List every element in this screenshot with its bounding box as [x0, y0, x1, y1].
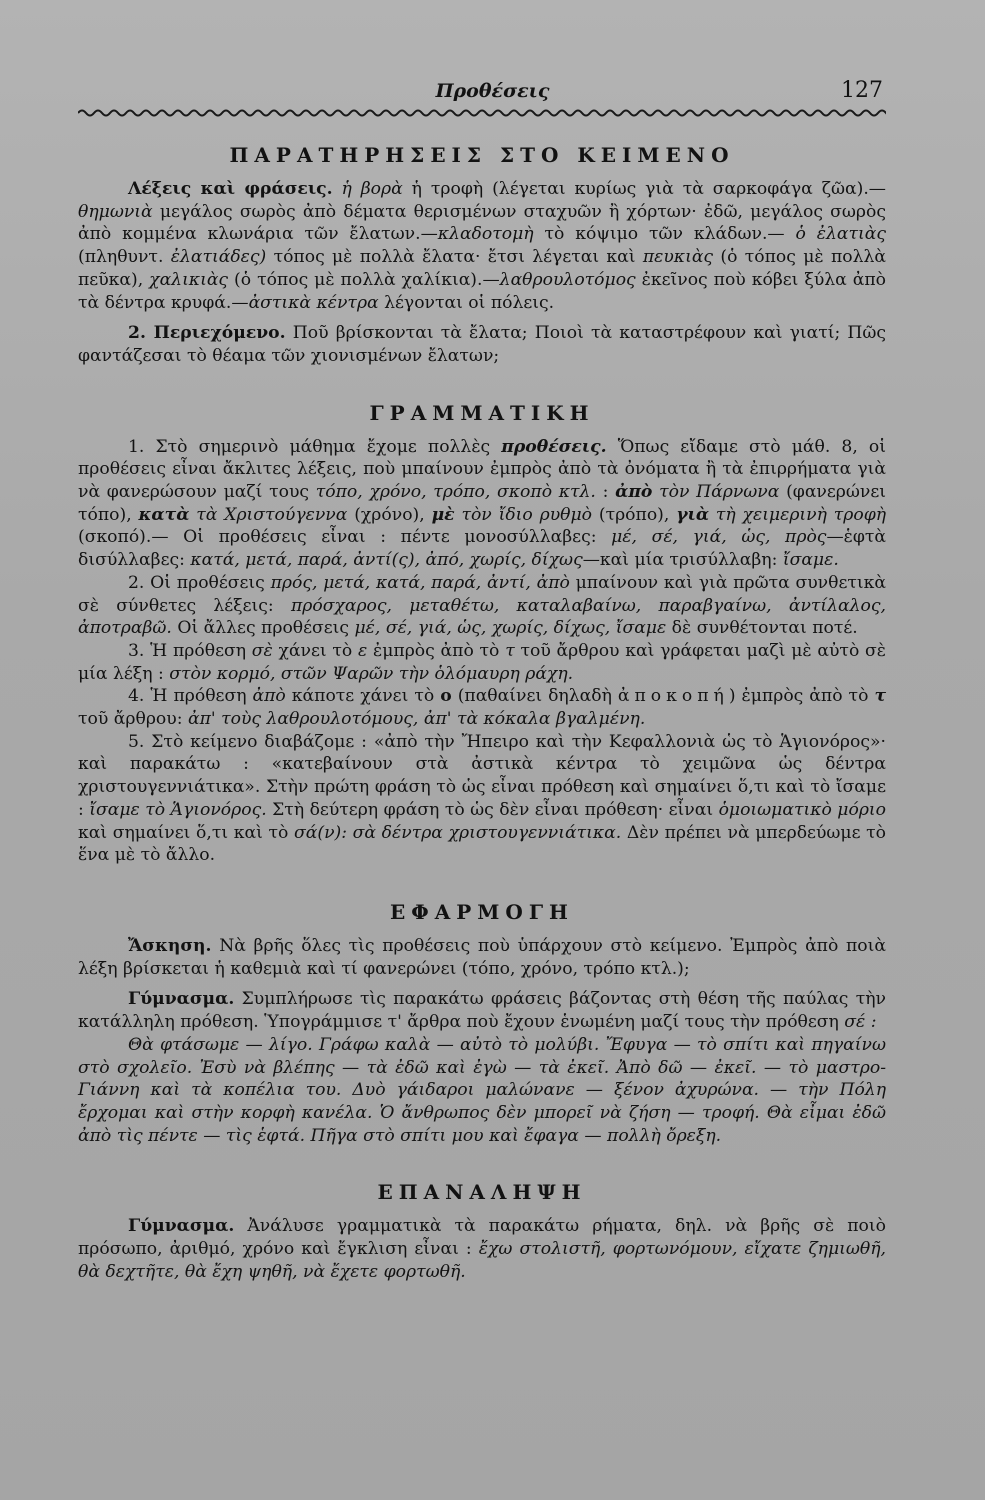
text-run: (ὁ τόπος μὲ πολλὰ πεῦκα), — [78, 247, 886, 290]
term: ἡ βορὰ — [341, 179, 403, 199]
term: ἀπ' τοὺς λαθρουλοτόμους, ἀπ' τὰ κόκαλα βγαλμένη. — [188, 709, 646, 730]
paragraph-words-phrases — [78, 178, 886, 314]
term: ἀπὸ — [252, 686, 286, 707]
text-run: ἐκεῖνος ποὺ κόβει ξύλα ἀπὸ τὰ δέντρα κρυφά.— — [78, 269, 887, 313]
term: τ — [874, 686, 887, 707]
term: τὸν Πάρνωνα — [659, 482, 780, 503]
text-run: 1. Στὸ σημερινὸ μάθημα ἔχομε πολλὲς — [128, 436, 491, 457]
text-run: 3. Ἡ πρόθεση — [128, 640, 247, 661]
term: ἐλατιάδες) — [170, 247, 267, 268]
text-run: μεγάλος σωρὸς ἀπὸ δέματα θερισμένων σταχυῶν ἢ χόρτων· ἐδῶ, μεγάλος σωρὸς ἀπὸ κομμένα κλωνάρια τῶν ἔλατων.— — [78, 201, 886, 245]
text-run: Ποῦ βρίσκονται τὰ ἔλατα; Ποιοὶ τὰ καταστρέφουν καὶ γιατί; Πῶς φαντάζεσαι τὸ θέαμα τῶν χιονισμένων ἔλατων; — [78, 323, 886, 366]
grammar-paragraph-1 — [78, 436, 886, 572]
paragraph-label: Γύμνασμα. — [128, 989, 235, 1010]
page-number: 127 — [841, 78, 883, 103]
text-run: τὸ κόψιμο τῶν κλάδων.— — [544, 224, 785, 245]
grammar-paragraph-3 — [78, 640, 886, 685]
term: ε — [358, 640, 368, 661]
text-run: —ἑφτὰ δισύλλαβες: — [78, 527, 886, 571]
paragraph-content — [78, 322, 886, 367]
text-run: κάποτε χάνει τὸ — [291, 686, 435, 707]
exercise-paragraph — [78, 935, 886, 980]
text-run: τόπος μὲ πολλὰ ἔλατα· ἔτσι λέγεται καὶ — [273, 247, 636, 268]
section-title-observations: ΠΑΡΑΤΗΡΗΣΕΙΣ ΣΤΟ ΚΕΙΜΕΝΟ — [229, 143, 735, 167]
term: λαθρουλοτόμος — [499, 269, 636, 290]
paragraph-label: 2. Περιεχόμενο. — [128, 323, 286, 344]
text-run: ἐμπρὸς ἀπὸ τὸ — [373, 640, 500, 661]
text-run: ) ἐμπρὸς ἀπὸ τὸ — [728, 686, 869, 707]
text-run: μπαίνουν καὶ γιὰ πρῶτα συνθετικὰ σὲ σύνθετες λέξεις: — [78, 572, 886, 616]
text-run: 4. Ἡ πρόθεση — [128, 686, 247, 707]
paragraph-label: Λέξεις καὶ φράσεις. — [128, 179, 333, 199]
text-run: δὲ συνθέτονται ποτέ. — [671, 618, 858, 639]
term: πευκιὰς — [642, 247, 714, 268]
term: τὸν ἴδιο ρυθμὸ — [461, 504, 593, 525]
page-body — [78, 140, 886, 1283]
grammar-paragraph-4 — [78, 685, 886, 730]
text-run: 5. Στὸ κείμενο διαβάζομε : «ἀπὸ τὴν Ἤπειρο καὶ τὴν Κεφαλλονιὰ ὡς τὸ Ἁγιονόρος»· καὶ παρακάτω : «κατεβαίνουν στὰ ἀστικὰ κέντρα τὸ χειμῶνα ὡς δέντρα χριστουγεννιάτικα». Στὴν πρώτη φράση τὸ ὡς εἶναι πρόθεση καὶ σημαίνει ὅ,τι καὶ τὸ ἴσαμε : — [78, 731, 886, 820]
section-title-application: ΕΦΑΡΜΟΓΗ — [390, 899, 574, 924]
revision-paragraph — [78, 1215, 886, 1283]
grammar-paragraph-5 — [78, 731, 886, 867]
text-run: ἡ τροφὴ (λέγεται κυρίως γιὰ τὰ σαρκοφάγα ζῶα).— — [411, 179, 886, 199]
text-run: —καὶ μία τρισύλλαβη: — [582, 550, 778, 571]
term: τ — [505, 640, 515, 661]
term: μέ, σέ, γιά, ὡς, χωρίς, δίχως, ἴσαμε — [354, 618, 667, 639]
term: στὸν κορμό, στῶν Ψαρῶν τὴν ὁλόμαυρη ράχη. — [169, 663, 574, 684]
text-run: Στὴ δεύτερη φράση τὸ ὡς δὲν εἶναι πρόθεση· εἶναι — [272, 799, 714, 820]
text-run: Νὰ βρῆς ὅλες τὶς προθέσεις ποὺ ὑπάρχουν στὸ κείμενο. Ἐμπρὸς ἀπὸ ποιὰ λέξη βρίσκεται ἡ καθεμιὰ καὶ τί φανερώνει (τόπο, χρόνο, τρόπο κτλ.); — [78, 935, 886, 979]
text-run: Συμπλήρωσε τὶς παρακάτω φράσεις βάζοντας στὴ θέση τῆς παύλας τὴν κατάλληλη πρόθεση. Ὑπογράμμισε τ' ἄρθρα ποὺ ἔχουν ἑνωμένη μαζί τους τὴν πρόθεση — [78, 989, 887, 1033]
term: κατά, μετά, παρά, ἀντί(ς), ἀπό, χωρίς, δίχως — [190, 550, 583, 571]
text-run: (τρόπο), — [598, 504, 670, 525]
term: τὴ χειμερινὴ τροφὴ — [715, 504, 887, 525]
text-run: τοῦ ἄρθρου: — [78, 709, 183, 730]
term: θημωνιὰ — [78, 201, 153, 222]
text-run: Οἱ ἄλλες προθέσεις — [177, 618, 350, 639]
running-title: Προθέσεις — [435, 80, 550, 102]
term: κλαδοτομὴ — [437, 224, 534, 245]
term: πρόσχαρος, μεταθέτω, καταλαβαίνω, παραβγαίνω, ἀντίλαλος, ἀποτραβῶ. — [78, 595, 886, 639]
drill-paragraph — [78, 988, 886, 1033]
term: τὰ Χριστούγεννα — [196, 504, 348, 525]
text-run: Θὰ φτάσωμε — λίγο. Γράφω καλὰ — αὐτὸ τὸ μολύβι. Ἔφυγα — τὸ σπίτι καὶ πηγαίνω στὸ σχολεῖο. Ἐσὺ νὰ βλέπης — τὰ ἐδῶ καὶ ἐγὼ — τὰ ἐκεῖ. Ἀπὸ δῶ — ἐκεῖ. — τὸ μαστρο-Γιάννη καὶ τὰ κοπέλια του. Δυὸ γάιδαροι μαλώνανε — ξένον ἀχυρώνα. — τὴν Πόλη ἔρχομαι καὶ στὴν κορφὴ κανέλα. Ὁ ἄνθρωπος δὲν μπορεῖ νὰ ζήση — τροφή. Θὰ εἶμαι ἐδῶ ἀπὸ τὶς πέντε — τὶς ἑφτά. Πῆγα στὸ σπίτι μου καὶ ἔφαγα — πολλὴ ὄρεξη. — [78, 1034, 886, 1146]
term: ἴσαμε. — [782, 550, 839, 571]
term: ἀποκοπή — [617, 686, 729, 707]
term: μέ, σέ, γιά, ὡς, πρὸς — [611, 527, 827, 548]
section-title-grammar: ΓΡΑΜΜΑΤΙΚΗ — [369, 400, 595, 425]
grammar-paragraph-2 — [78, 572, 886, 640]
term: ἴσαμε τὸ Ἁγιονόρος. — [89, 799, 267, 820]
text-run: Ἀνάλυσε γραμματικὰ τὰ παρακάτω ρήματα, δηλ. νὰ βρῆς σὲ ποιὸ πρόσωπο, ἀριθμό, χρόνο καὶ ἔγκλιση εἶναι : — [78, 1216, 886, 1260]
running-header — [0, 78, 985, 108]
term: χαλικιὰς — [149, 269, 229, 290]
text-run: Ὅπως εἴδαμε στὸ μάθ. 8, οἱ προθέσεις εἶναι ἄκλιτες λέξεις, ποὺ μπαίνουν ἐμπρὸς ἀπὸ τὰ ὀνόματα ἢ τὰ ἐπιρρήματα γιὰ νὰ φανερώσουν μαζί τους — [78, 436, 887, 503]
text-run: : — [602, 482, 609, 503]
term: τόπο, χρόνο, τρόπο, σκοπὸ κτλ. — [315, 482, 596, 503]
drill-sentences — [78, 1034, 886, 1148]
paragraph-label: Ἄσκηση. — [128, 935, 212, 956]
term: σέ : — [844, 1012, 877, 1033]
decorative-wavy-rule — [78, 106, 886, 120]
term: σά(ν): σὰ δέντρα χριστουγεννιάτικα. — [294, 822, 622, 843]
term: ο — [440, 686, 452, 707]
text-run: (ὁ τόπος μὲ πολλὰ χαλίκια).— — [234, 269, 500, 290]
text-run: χάνει τὸ — [278, 640, 353, 661]
term: ἀστικὰ κέντρα — [248, 292, 379, 313]
term: πρός, μετά, κατά, παρά, ἀντί, ἀπὸ — [270, 572, 570, 593]
term: προθέσεις. — [501, 436, 607, 457]
text-run: 2. Οἱ προθέσεις — [128, 572, 265, 593]
term: ἔχω στολιστῆ, φορτωνόμουν, εἴχατε ζημιωθῆ, θὰ δεχτῆτε, θὰ ἔχη ψηθῆ, νὰ ἔχετε φορτωθῆ. — [78, 1239, 886, 1282]
term: ἀπὸ — [615, 482, 653, 503]
section-title-revision: ΕΠΑΝΑΛΗΨΗ — [377, 1180, 587, 1205]
text-run: (φανερώνει τόπο), — [78, 482, 886, 525]
term: γιὰ — [676, 504, 710, 525]
text-run: (παθαίνει δηλαδὴ — [457, 686, 612, 707]
term: κατὰ — [138, 504, 190, 525]
text-run: (πληθυντ. — [78, 247, 164, 268]
text-run: (σκοπό).— Οἱ προθέσεις εἶναι : πέντε μονοσύλλαβες: — [78, 527, 597, 548]
term: ὁμοιωματικὸ μόριο — [718, 799, 887, 820]
text-run: (χρόνο), — [354, 504, 425, 525]
text-run: λέγονται οἱ πόλεις. — [384, 292, 555, 313]
term: μὲ — [431, 504, 455, 525]
term: ὁ ἐλατιὰς — [795, 224, 886, 245]
text-run: καὶ σημαίνει ὅ,τι καὶ τὸ — [78, 822, 289, 843]
term: σὲ — [251, 640, 273, 661]
text-run: Δὲν πρέπει νὰ μπερδεύωμε τὸ ἕνα μὲ τὸ ἄλλο. — [78, 822, 887, 866]
text-run: τοῦ ἄρθρου καὶ γράφεται μαζὶ μὲ αὐτὸ σὲ μία λέξη : — [78, 640, 887, 684]
paragraph-label: Γύμνασμα. — [128, 1216, 235, 1237]
